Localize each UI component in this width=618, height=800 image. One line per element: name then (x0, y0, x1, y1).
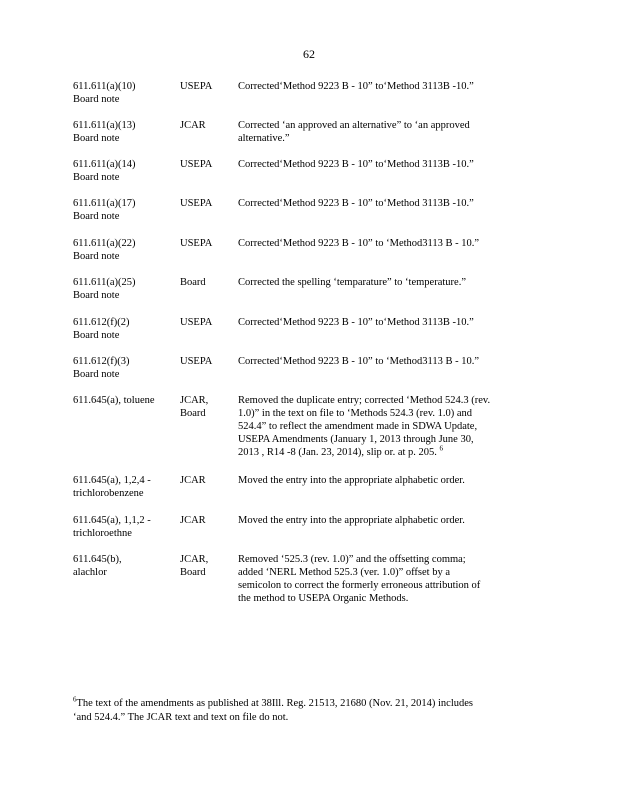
source-line: JCAR, (180, 395, 209, 406)
section-line: 611.612(f)(3) (73, 356, 130, 367)
action-line: added ‘NERL Method 525.3 (ver. 1.0)” offset by a (238, 567, 450, 578)
action-line: Removed the duplicate entry; corrected ‘Method 524.3 (rev. (238, 395, 491, 406)
section-line: trichloroethne (73, 528, 132, 539)
section-line: 611.645(a), 1,2,4 - (73, 475, 151, 486)
source-cell (180, 394, 235, 420)
footnote-line: ‘and 524.4.” The JCAR text and text on file do not. (73, 712, 289, 723)
action-line: Corrected‘Method 9223 B - 10” to‘Method 3113B -10.” (238, 198, 474, 209)
footnote-marker: 6 (73, 695, 77, 704)
section-cell (73, 119, 173, 145)
section-line: 611.611(a)(17) (73, 198, 136, 209)
footnote (73, 697, 531, 725)
footnote-reference: 6 (439, 444, 444, 453)
action-cell (238, 355, 523, 368)
action-line: Corrected the spelling ‘temparature” to ‘temperature.” (238, 277, 466, 288)
source-cell (180, 158, 235, 171)
action-line: Removed ‘525.3 (rev. 1.0)” and the offsetting comma; (238, 554, 466, 565)
source-cell (180, 514, 235, 527)
source-cell (180, 276, 235, 289)
action-line: Corrected‘Method 9223 B - 10” to ‘Method3113 B - 10.” (238, 356, 480, 367)
section-cell (73, 553, 173, 579)
section-line: Board note (73, 290, 120, 301)
section-line: alachlor (73, 567, 107, 578)
source-cell (180, 80, 235, 93)
footnote-text: The text of the amendments as published at 38Ill. Reg. 21513, 21680 (Nov. 21, 2014) includes (76, 698, 473, 709)
section-line: 611.645(a), toluene (73, 395, 155, 406)
action-cell (238, 197, 523, 210)
section-line: Board note (73, 211, 120, 222)
source-cell (180, 474, 235, 487)
source-line: JCAR (180, 475, 206, 486)
section-line: 611.611(a)(10) (73, 81, 136, 92)
section-line: Board note (73, 133, 120, 144)
source-cell (180, 119, 235, 132)
action-cell (238, 276, 523, 289)
action-cell (238, 514, 523, 527)
section-line: Board note (73, 94, 120, 105)
section-line: 611.611(a)(13) (73, 120, 136, 131)
source-line: JCAR (180, 515, 206, 526)
action-cell (238, 237, 523, 250)
section-cell (73, 158, 173, 184)
action-line: alternative.” (238, 133, 290, 144)
source-line: JCAR, (180, 554, 209, 565)
action-line: Moved the entry into the appropriate alphabetic order. (238, 475, 465, 486)
section-line: Board note (73, 369, 120, 380)
section-line: 611.611(a)(22) (73, 238, 136, 249)
section-cell (73, 276, 173, 302)
action-line: Corrected‘Method 9223 B - 10” to‘Method 3113B -10.” (238, 159, 474, 170)
section-cell (73, 355, 173, 381)
action-cell (238, 158, 523, 171)
action-line: 1.0)” in the text on file to ‘Methods 524.3 (rev. 1.0) and (238, 408, 473, 419)
section-line: 611.612(f)(2) (73, 317, 130, 328)
source-line: Board (180, 567, 206, 578)
section-line: Board note (73, 172, 120, 183)
action-line: USEPA Amendments (January 1, 2013 through June 30, (238, 434, 474, 445)
action-line: Corrected‘Method 9223 B - 10” to ‘Method3113 B - 10.” (238, 238, 480, 249)
source-line: Board (180, 408, 206, 419)
source-line: USEPA (180, 356, 213, 367)
section-cell (73, 316, 173, 342)
action-line: 524.4” to reflect the amendment made in SDWA Update, (238, 421, 478, 432)
source-cell (180, 355, 235, 368)
section-line: trichlorobenzene (73, 488, 144, 499)
action-line: Moved the entry into the appropriate alphabetic order. (238, 515, 465, 526)
action-cell (238, 394, 523, 459)
action-cell (238, 474, 523, 487)
action-line: semicolon to correct the formerly erroneous attribution of (238, 580, 481, 591)
source-line: USEPA (180, 317, 213, 328)
section-cell (73, 237, 173, 263)
action-line-text: 2013 , R14 -8 (Jan. 23, 2014), slip or. at p. 205. (238, 447, 437, 458)
section-line: 611.645(a), 1,1,2 - (73, 515, 151, 526)
source-cell (180, 316, 235, 329)
section-line: 611.645(b), (73, 554, 122, 565)
source-line: USEPA (180, 159, 213, 170)
source-cell (180, 237, 235, 250)
source-line: USEPA (180, 238, 213, 249)
section-line: Board note (73, 251, 120, 262)
action-line: Corrected ‘an approved an alternative” to ‘an approved (238, 120, 470, 131)
action-cell (238, 316, 523, 329)
action-cell (238, 553, 523, 605)
section-line: 611.611(a)(14) (73, 159, 136, 170)
action-cell (238, 80, 523, 93)
section-cell (73, 394, 173, 407)
action-line (238, 446, 523, 459)
source-cell (180, 197, 235, 210)
section-cell (73, 80, 173, 106)
action-line: the method to USEPA Organic Methods. (238, 593, 409, 604)
action-line: Corrected‘Method 9223 B - 10” to‘Method 3113B -10.” (238, 81, 474, 92)
source-line: JCAR (180, 120, 206, 131)
source-line: USEPA (180, 198, 213, 209)
action-cell (238, 119, 523, 145)
footnote-line (73, 697, 531, 711)
page-number: 62 (303, 47, 315, 61)
source-line: Board (180, 277, 206, 288)
section-line: 611.611(a)(25) (73, 277, 136, 288)
section-line: Board note (73, 330, 120, 341)
action-line: Corrected‘Method 9223 B - 10” to‘Method 3113B -10.” (238, 317, 474, 328)
source-cell (180, 553, 235, 579)
source-line: USEPA (180, 81, 213, 92)
section-cell (73, 197, 173, 223)
section-cell (73, 474, 173, 500)
section-cell (73, 514, 173, 540)
